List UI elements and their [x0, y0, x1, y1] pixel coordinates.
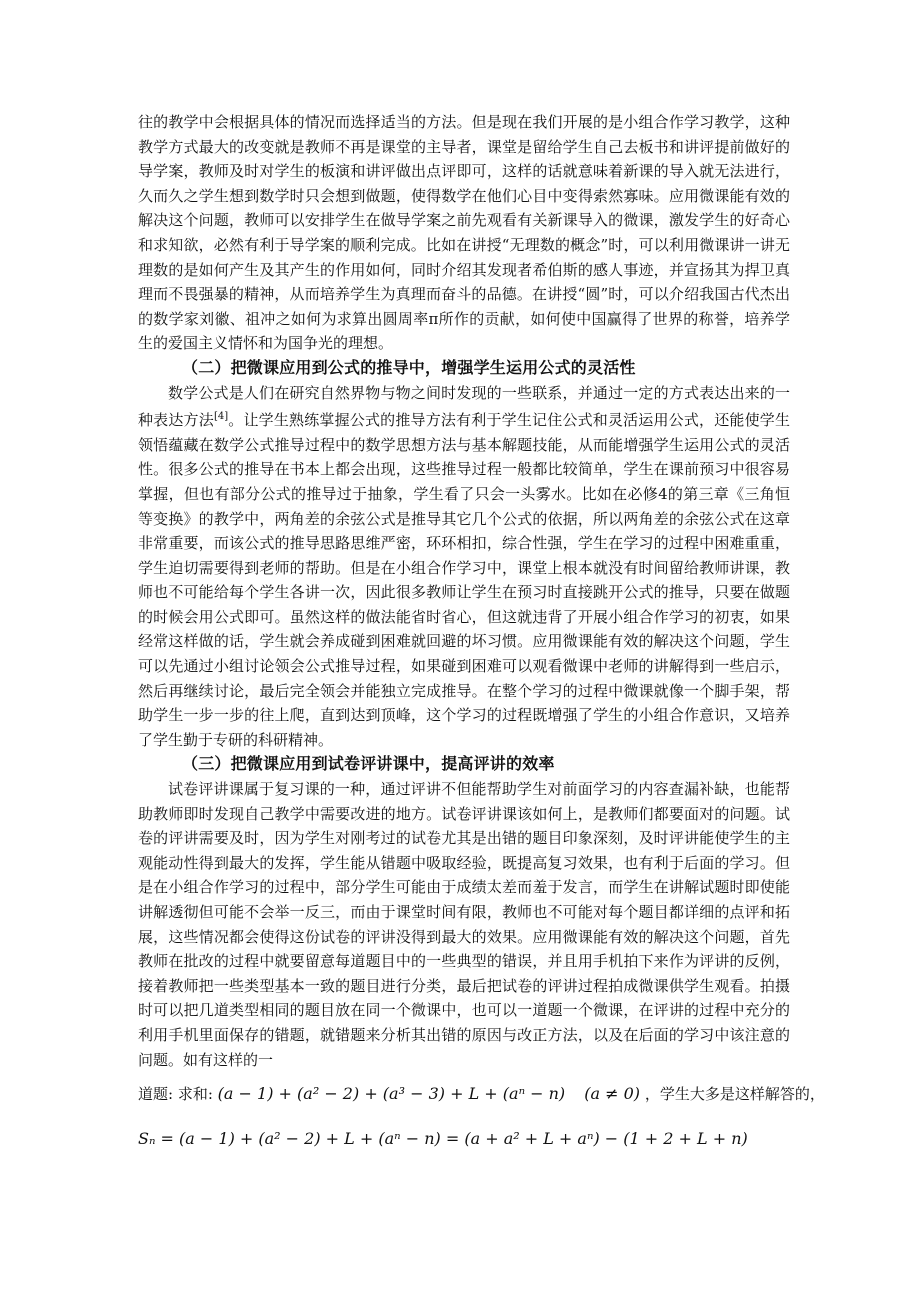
math-expression: (a − 1) + (a² − 2) + (a³ − 3) + L + (aⁿ − n): [217, 1084, 566, 1104]
math-problem-line: [138, 1082, 825, 1107]
paragraph-text: 数学公式是人们在研究自然界物与物之间时发现的一些联系，并通过一定的方式表达出来的一种表达方法: [138, 383, 790, 430]
paragraph-intro: 往的教学中会根据具体的情况而选择适当的方法。但是现在我们开展的是小组合作学习教学，这种教学方式最大的改变就是教师不再是课堂的主导者，课堂是留给学生自己去板书和讲评提前做好的导学案，教师及时对学生的板演和讲评做出点评即可，这样的话就意味着新课的导入就无法进行，久而久之学生想到数学时只会想到做题，使得数学在他们心目中变得索然寡味。应用微课能有效的解决这个问题，教师可以安排学生在做导学案之前先观看有关新课导入的微课，激发学生的好奇心和求知欲，必然有利于导学案的顺利完成。比如在讲授“无理数的概念”时，可以利用微课讲一讲无理数的是如何产生及其产生的作用如何，同时介绍其发现者希伯斯的感人事迹，并宣扬其为捍卫真理而不畏强暴的精神，从而培养学生为真理而奋斗的品德。在讲授“圆”时，可以介绍我国古代杰出的数学家刘徽、祖冲之如何为求算出圆周率π所作的贡献，如何使中国赢得了世界的称誉，培养学生的爱国主义情怀和为国争光的理想。: [138, 113, 790, 353]
math-formula: Sₙ = (a − 1) + (a² − 2) + L + (aⁿ − n) = (a + a² + L + aⁿ) − (1 + 2 + L + n): [138, 1128, 748, 1148]
document-body: [138, 110, 825, 1151]
paragraph-text-cont: 。让学生熟练掌握公式的推导方法有利于学生记住公式和灵活运用公式，还能使学生领悟蕴藏在数学公式推导过程中的数学思想方法与基本解题技能，从而能增强学生运用公式的灵活性。很多公式的推导在书本上都会出现，这些推导过程一般都比较简单，学生在课前预习中很容易掌握，但也有部分公式的推导过于抽象，学生看了只会一头雾水。比如在必修4的第三章《三角恒等变换》的教学中，两角差的余弦公式是推导其它几个公式的依据，所以两角差的余弦公式在这章非常重要，而该公式的推导思路思维严密，环环相扣，综合性强，学生在学习的过程中困难重重，学生迫切需要得到老师的帮助。但是在小组合作学习中，课堂上根本就没有时间留给教师讲课，教师也不可能给每个学生各讲一次，因此很多教师让学生在预习时直接跳开公式的推导，只要在做题的时候会用公式即可。虽然这样的做法能省时省心，但这就违背了开展小组合作学习的初衷，如果经常这样做的话，学生就会养成碰到困难就回避的坏习惯。应用微课能有效的解决这个问题，学生可以先通过小组讨论领会公式推导过程，如果碰到困难可以观看微课中老师的讲解得到一些启示，然后再继续讨论，最后完全领会并能独立完成推导。在整个学习的过程中微课就像一个脚手架，帮助学生一步一步的往上爬，直到达到顶峰，这个学习的过程既增强了学生的小组合作意识，又培养了学生勤于专研的科研精神。: [138, 411, 790, 749]
section-heading-2: （二）把微课应用到公式的推导中，增强学生运用公式的灵活性: [182, 357, 636, 377]
section-heading-3: （三）把微课应用到试卷评讲课中，提高评讲的效率: [182, 754, 555, 774]
math-tail: ，学生大多是这样解答的，: [644, 1085, 825, 1104]
citation-ref: [4]: [213, 411, 229, 423]
paragraph-exam-review: 试卷评讲课属于复习课的一种，通过评讲不但能帮助学生对前面学习的内容查漏补缺，也能帮助教师即时发现自己教学中需要改进的地方。试卷评讲课该如何上，是教师们都要面对的问题。试卷的评讲需要及时，因为学生对刚考过的试卷尤其是出错的题目印象深刻，及时评讲能使学生的主观能动性得到最大的发挥，学生能从错题中吸取经验，既提高复习效果，也有利于后面的学习。但是在小组合作学习的过程中，部分学生可能由于成绩太差而羞于发言，而学生在讲解试题时即使能讲解透彻但可能不会举一反三，而由于课堂时间有限，教师也不可能对每个题目都详细的点评和拓展，这些情况都会使得这份试卷的评讲没得到最大的效果。应用微课能有效的解决这个问题，首先教师在批改的过程中就要留意每道题目中的一些典型的错误，并且用手机拍下来作为评讲的反例，接着教师把一些类型基本一致的题目进行分类，最后把试卷的评讲过程拍成微课供学生观看。拍摄时可以把几道类型相同的题目放在同一个微课中，也可以一道题一个微课，在评讲的过程中充分的利用手机里面保存的错题，就错题来分析其出错的原因与改正方法，以及在后面的学习中该注意的问题。如有这样的一: [138, 780, 790, 1069]
math-formula-line: [138, 1127, 790, 1152]
math-lead: 道题: 求和:: [138, 1085, 213, 1104]
math-condition: (a ≠ 0): [584, 1084, 641, 1104]
paragraph-formula-derivation: [138, 381, 790, 753]
